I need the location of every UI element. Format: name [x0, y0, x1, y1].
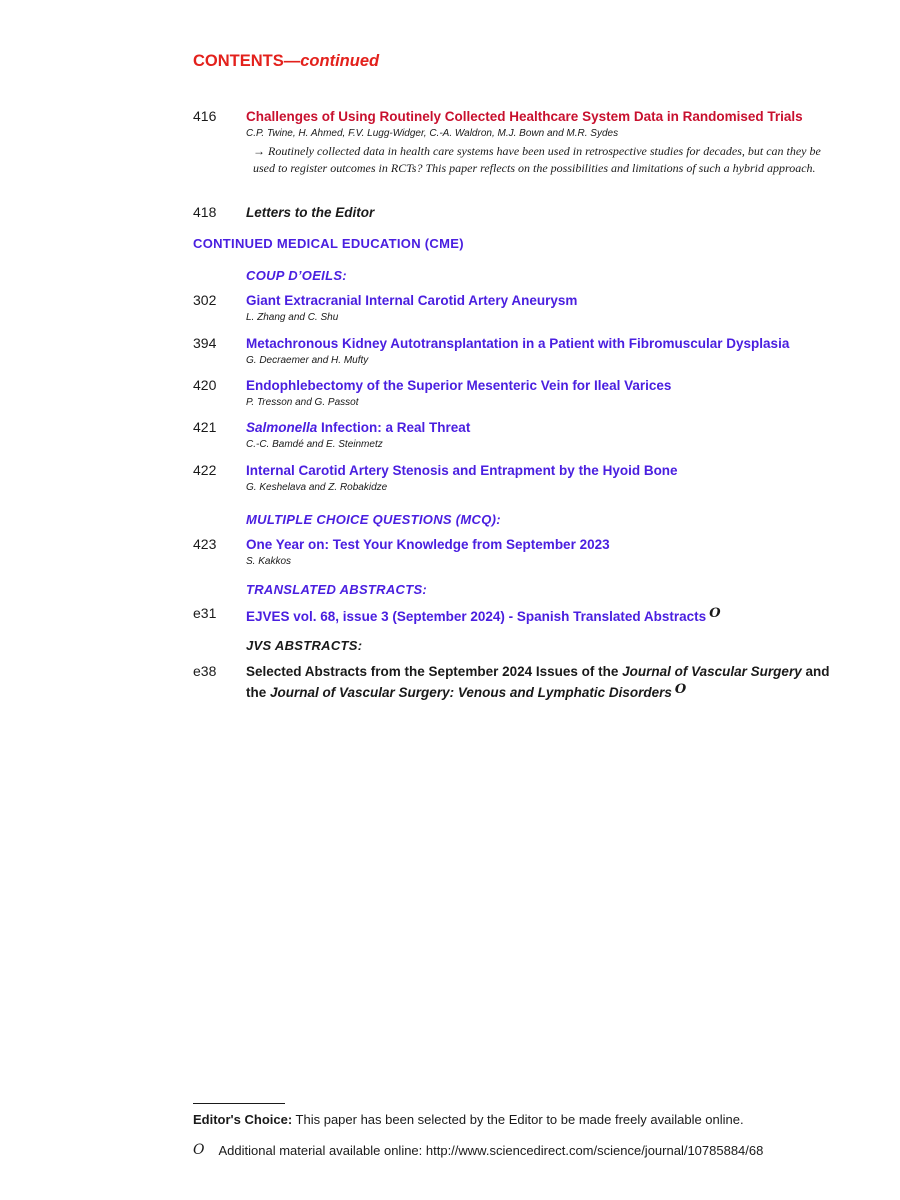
toc-entry-302	[193, 292, 833, 325]
page-title: CONTENTS—continued	[193, 52, 380, 70]
article-authors: S. Kakkos	[246, 556, 292, 567]
page-number: 394	[193, 335, 217, 351]
article-title[interactable]: Giant Extracranial Internal Carotid Artery Aneurysm	[246, 293, 578, 308]
article-authors: C.-C. Bamdé and E. Steinmetz	[246, 439, 383, 450]
article-authors: G. Keshelava and Z. Robakidze	[246, 482, 388, 493]
title-part-3: and the	[246, 664, 830, 700]
section-heading-cme: CONTINUED MEDICAL EDUCATION (CME)	[193, 236, 464, 251]
footnote-divider	[193, 1103, 285, 1104]
article-title[interactable]: Internal Carotid Artery Stenosis and Entrapment by the Hyoid Bone	[246, 463, 678, 478]
toc-entry-420	[193, 377, 833, 410]
page-number: 302	[193, 292, 217, 308]
page-number: 422	[193, 462, 217, 478]
toc-entry-394	[193, 335, 833, 368]
subsection-heading-mcq: MULTIPLE CHOICE QUESTIONS (MCQ):	[246, 512, 501, 527]
toc-entry-418	[193, 204, 833, 222]
article-title[interactable]	[246, 605, 833, 626]
article-authors: P. Tresson and G. Passot	[246, 397, 359, 408]
toc-entry-e38	[193, 663, 833, 702]
article-title[interactable]: Challenges of Using Routinely Collected Healthcare System Data in Randomised Trials	[246, 109, 803, 124]
page-number: 423	[193, 536, 217, 552]
page-number: 416	[193, 108, 217, 124]
article-title[interactable]	[246, 419, 833, 437]
page-number: 421	[193, 419, 217, 435]
toc-entry-e31	[193, 605, 833, 626]
footnote-editors-choice	[193, 1112, 744, 1127]
online-material-icon: O	[193, 1142, 205, 1158]
article-title[interactable]: Letters to the Editor	[246, 205, 375, 220]
article-title[interactable]: Endophlebectomy of the Superior Mesenteric Vein for Ileal Varices	[246, 378, 672, 393]
footnote-label: Editor's Choice:	[193, 1112, 293, 1127]
title-part-1: Selected Abstracts from the September 2024 Issues of the	[246, 664, 623, 679]
article-authors: L. Zhang and C. Shu	[246, 312, 339, 323]
subsection-heading-coup: COUP D’OEILS:	[246, 268, 347, 283]
online-material-icon: O	[709, 606, 721, 621]
subsection-heading-translated: TRANSLATED ABSTRACTS:	[246, 582, 428, 597]
page-number: 418	[193, 204, 217, 220]
footnote-additional-material	[193, 1142, 763, 1158]
title-text: EJVES vol. 68, issue 3 (September 2024) - Spanish Translated Abstracts	[246, 609, 707, 624]
title-rest-part: Infection: a Real Threat	[317, 420, 471, 435]
article-authors: C.P. Twine, H. Ahmed, F.V. Lugg-Widger, C.-A. Waldron, M.J. Bown and M.R. Sydes	[246, 128, 619, 139]
article-title[interactable]: One Year on: Test Your Knowledge from September 2023	[246, 537, 610, 552]
online-material-icon: O	[674, 682, 687, 697]
page-number: e31	[193, 605, 217, 621]
article-authors: G. Decraemer and H. Mufty	[246, 355, 369, 366]
article-title[interactable]: Metachronous Kidney Autotransplantation in a Patient with Fibromuscular Dysplasia	[246, 336, 790, 351]
title-part-4: Journal of Vascular Surgery: Venous and Lymphatic Disorders	[270, 685, 672, 700]
footnote-text: Additional material available online: http://www.sciencedirect.com/science/journal/10785884/68	[218, 1143, 764, 1158]
title-part-2: Journal of Vascular Surgery	[622, 664, 802, 679]
article-title[interactable]	[246, 663, 833, 702]
toc-entry-416	[193, 108, 833, 176]
toc-entry-423	[193, 536, 833, 569]
toc-entry-422	[193, 462, 833, 495]
page-number: e38	[193, 663, 217, 679]
subsection-heading-jvs: JVS ABSTRACTS:	[246, 638, 363, 653]
footnote-text: This paper has been selected by the Editor to be made freely available online.	[292, 1112, 744, 1127]
article-summary: → Routinely collected data in health care systems have been used in retrospective studies for decades, but can they be used to register outcomes in RCTs? This paper reflects on the possibilities and limitations of such a hybrid approach.	[253, 144, 821, 175]
page-number: 420	[193, 377, 217, 393]
title-italic-part: Salmonella	[246, 420, 318, 435]
toc-entry-421	[193, 419, 833, 452]
